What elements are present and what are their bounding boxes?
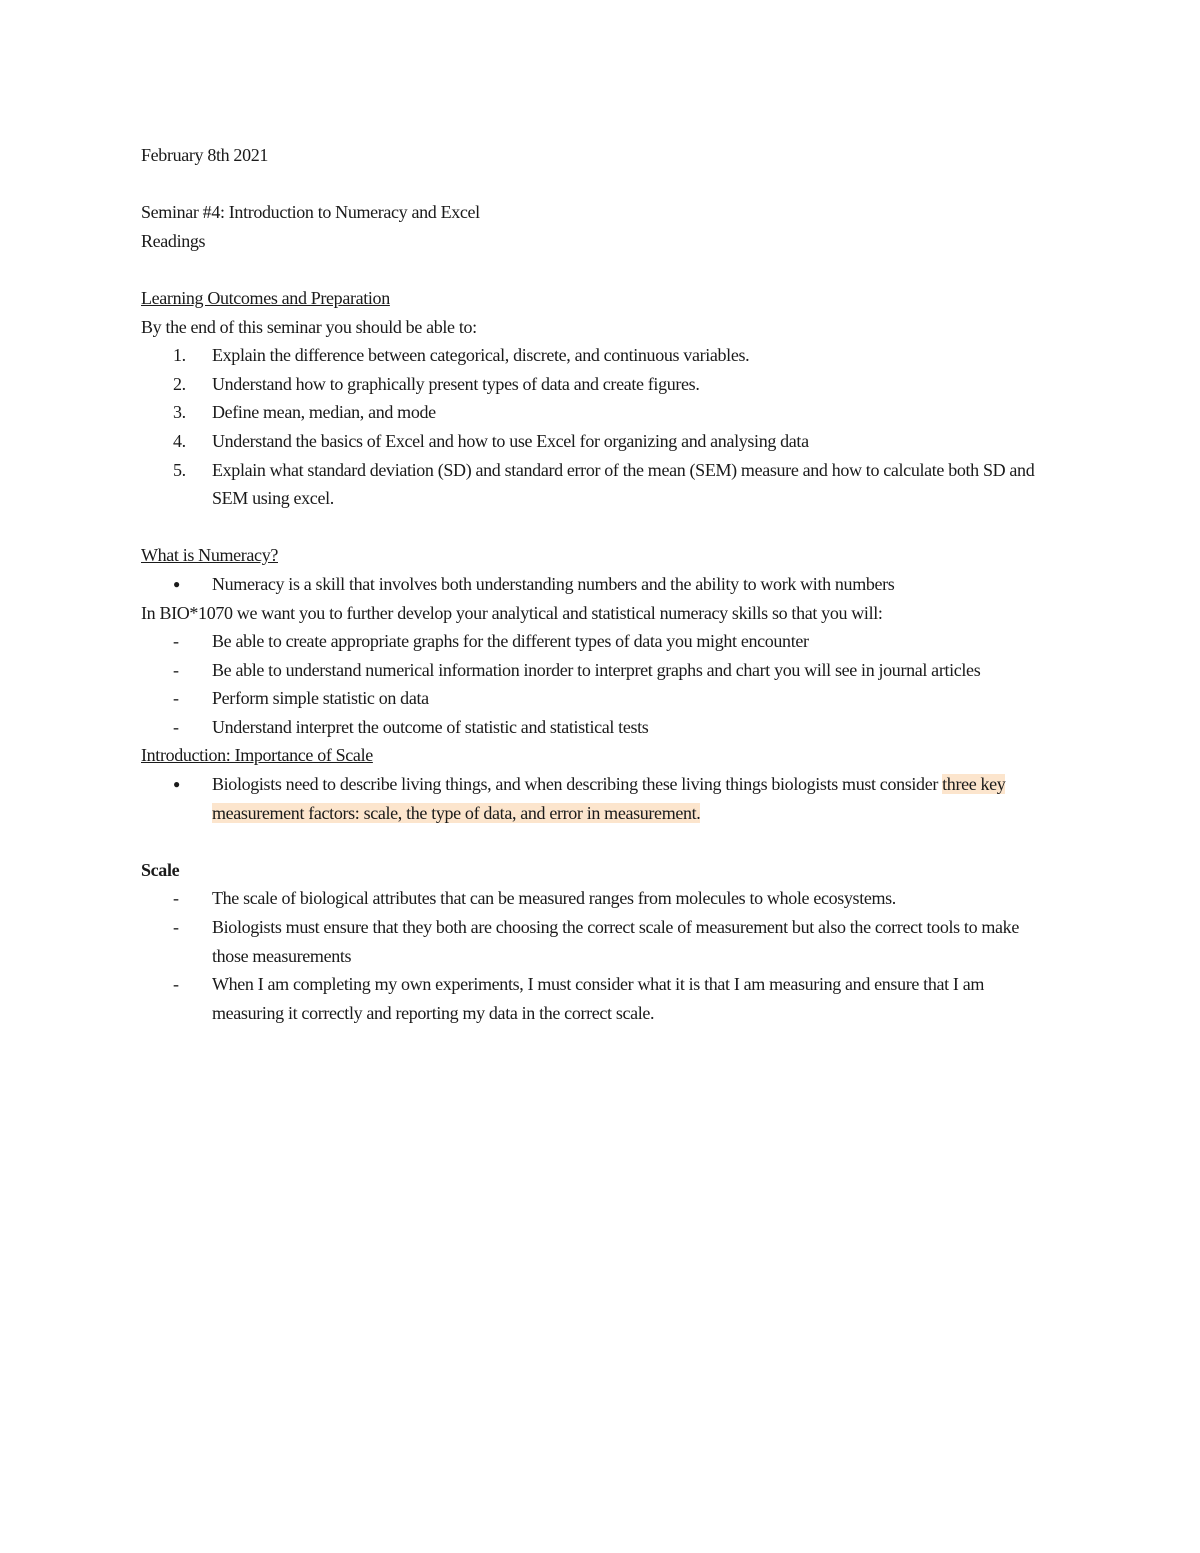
list-number: 4. bbox=[173, 430, 186, 451]
list-text: When I am completing my own experiments, I must consider what it is that I am measuring and ensure that I am measuring it correctly and reporting my data in the correct scale. bbox=[212, 974, 984, 1023]
list-text: Explain the difference between categorical, discrete, and continuous variables. bbox=[212, 345, 750, 366]
list-number: 5. bbox=[173, 459, 186, 480]
intro-scale-bullets bbox=[141, 770, 1051, 827]
list-item bbox=[141, 398, 1051, 427]
intro-scale-heading: Introduction: Importance of Scale bbox=[141, 745, 373, 766]
outcomes-intro: By the end of this seminar you should be able to: bbox=[141, 316, 477, 337]
list-number: 3. bbox=[173, 402, 186, 423]
dash-icon: - bbox=[173, 917, 179, 938]
list-text: Define mean, median, and mode bbox=[212, 402, 436, 423]
list-text: Perform simple statistic on data bbox=[212, 688, 429, 709]
list-item bbox=[141, 627, 1051, 656]
outcomes-heading: Learning Outcomes and Preparation bbox=[141, 287, 390, 308]
seminar-title: Seminar #4: Introduction to Numeracy and Excel bbox=[141, 202, 480, 223]
list-text: Biologists need to describe living things, and when describing these living things biologists must consider bbox=[212, 774, 943, 795]
dash-icon: - bbox=[173, 974, 179, 995]
list-item bbox=[141, 913, 1051, 970]
list-text: Explain what standard deviation (SD) and standard error of the mean (SEM) measure and how to calculate both SD and SEM using excel. bbox=[212, 459, 1035, 509]
scale-list bbox=[141, 884, 1051, 1027]
numeracy-list bbox=[141, 627, 1051, 741]
list-item bbox=[141, 341, 1051, 370]
list-item bbox=[141, 427, 1051, 456]
bullet-icon: ● bbox=[173, 777, 180, 792]
list-text: Be able to create appropriate graphs for the different types of data you might encounter bbox=[212, 631, 809, 652]
dash-icon: - bbox=[173, 688, 179, 709]
numeracy-heading: What is Numeracy? bbox=[141, 545, 278, 566]
dash-icon: - bbox=[173, 659, 179, 680]
list-text: Understand how to graphically present types of data and create figures. bbox=[212, 373, 700, 394]
readings-label: Readings bbox=[141, 230, 206, 251]
list-text: Biologists must ensure that they both are choosing the correct scale of measurement but also the correct tools to make those measurements bbox=[212, 917, 1019, 966]
dash-icon: - bbox=[173, 631, 179, 652]
list-text: Be able to understand numerical information inorder to interpret graphs and chart you will see in journal articles bbox=[212, 659, 981, 680]
list-number: 2. bbox=[173, 373, 186, 394]
list-item bbox=[141, 770, 1051, 827]
list-item bbox=[141, 884, 1051, 913]
list-item bbox=[141, 456, 1051, 513]
outcomes-list bbox=[141, 341, 1051, 513]
list-text: The scale of biological attributes that can be measured ranges from molecules to whole ecosystems. bbox=[212, 888, 896, 909]
dash-icon: - bbox=[173, 888, 179, 909]
numeracy-bullets bbox=[141, 570, 1051, 599]
list-text: Understand interpret the outcome of statistic and statistical tests bbox=[212, 716, 649, 737]
list-item bbox=[141, 713, 1051, 742]
document-page bbox=[141, 141, 1051, 1027]
dash-icon: - bbox=[173, 716, 179, 737]
list-item bbox=[141, 370, 1051, 399]
highlighted-text: three key measurement factors: scale, the type of data, and error in measurement. bbox=[212, 774, 1006, 823]
list-item bbox=[141, 970, 1051, 1027]
date: February 8th 2021 bbox=[141, 145, 269, 165]
list-item bbox=[141, 656, 1051, 685]
list-item bbox=[141, 684, 1051, 713]
list-text: Understand the basics of Excel and how to use Excel for organizing and analysing data bbox=[212, 430, 809, 451]
list-item bbox=[141, 570, 1051, 599]
scale-heading: Scale bbox=[141, 859, 180, 880]
list-text: Numeracy is a skill that involves both understanding numbers and the ability to work with numbers bbox=[212, 573, 895, 594]
list-number: 1. bbox=[173, 345, 186, 366]
numeracy-paragraph: In BIO*1070 we want you to further develop your analytical and statistical numeracy skills so that you will: bbox=[141, 602, 883, 623]
bullet-icon: ● bbox=[173, 576, 180, 591]
